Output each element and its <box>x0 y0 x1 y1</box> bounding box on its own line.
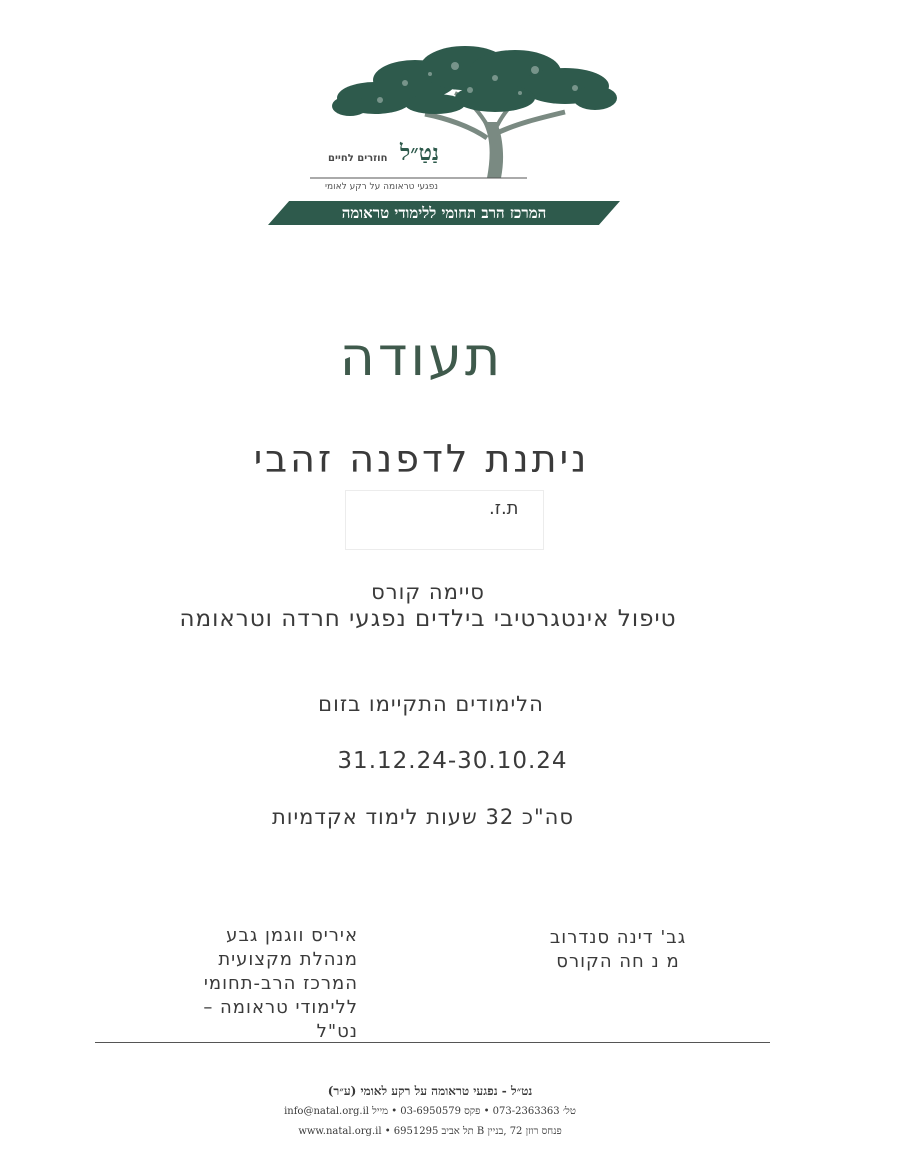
course-name: טיפול אינטגרטיבי בילדים נפגעי חרדה וטראומה <box>179 606 677 632</box>
signature-role: מנהלת מקצועית <box>218 949 358 970</box>
signature-course-instructor <box>520 926 716 974</box>
logo-tagline: חוזרים לחיים <box>328 153 388 164</box>
footer-org-name: נט״ל - נפגעי טראומה על רקע לאומי (ע״ר) <box>327 1084 533 1098</box>
course-dates: 31.12.24-30.10.24 <box>337 748 568 774</box>
course-location: הלימודים התקיימו בזום <box>318 692 544 716</box>
signature-org: המרכז הרב-תחומי <box>203 973 358 994</box>
recipient-name: ניתנת לדפנה זהבי <box>253 437 590 481</box>
logo-subtitle: נפגעי טראומה על רקע לאומי <box>325 182 438 192</box>
signature-professional-director <box>160 924 358 1044</box>
footer-divider <box>95 1042 770 1043</box>
course-intro: סיימה קורס <box>371 580 485 604</box>
footer-address: פנחס רוזן 72 ,בניין B תל אביב 6951295 • www.natal.org.il <box>298 1126 562 1137</box>
logo-name: נַטַ״ל <box>400 140 440 166</box>
id-label: ת.ז. <box>489 498 519 519</box>
footer-contact: טל׳ 073-2363363 • פקס 03-6950579 • מייל info@natal.org.il <box>284 1106 576 1117</box>
signature-name: גב' דינה סנדרוב <box>549 927 687 948</box>
signature-role: מ נ חה הקורס <box>556 951 680 972</box>
signature-name: איריס ווגמן גבע <box>226 925 358 946</box>
signature-org-2: ללימודי טראומה – נט"ל <box>203 997 358 1042</box>
certificate-title: תעודה <box>339 325 504 388</box>
course-hours: סה"כ 32 שעות לימוד אקדמיות <box>271 805 575 829</box>
logo-banner-text: המרכז הרב תחומי ללימודי טראומה <box>341 204 547 222</box>
